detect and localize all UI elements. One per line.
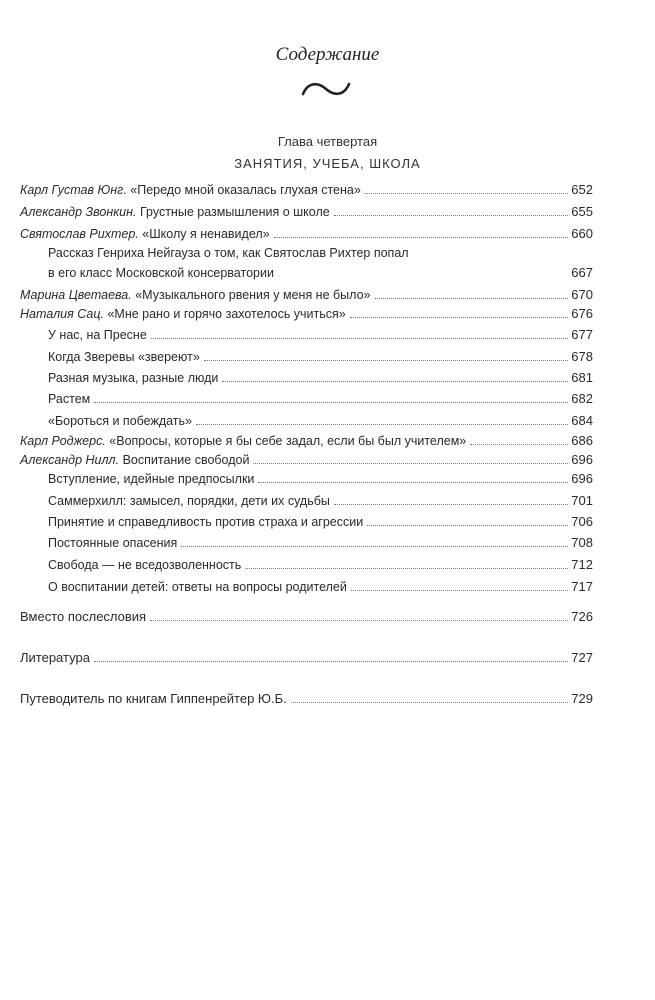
toc-entry[interactable] <box>48 371 593 385</box>
toc-entry-author: Карл Густав Юнг. <box>20 183 127 197</box>
toc-entry[interactable] <box>20 288 593 302</box>
toc-entry-page: 729 <box>571 691 593 706</box>
toc-entry-page: 717 <box>571 579 593 594</box>
toc-entry-page: 652 <box>571 182 593 197</box>
toc-entry[interactable] <box>48 580 593 594</box>
toc-entry[interactable] <box>48 515 593 529</box>
dot-leader <box>367 525 568 526</box>
dot-leader <box>204 360 569 361</box>
toc-entry[interactable] <box>20 434 593 448</box>
toc-entry-author: Наталия Сац. <box>20 307 104 321</box>
dot-leader <box>470 444 568 445</box>
toc-entry[interactable] <box>48 536 593 550</box>
toc-entry[interactable] <box>20 453 593 467</box>
dot-leader <box>150 620 568 621</box>
toc-entry[interactable] <box>48 392 593 406</box>
toc-entry[interactable] <box>20 307 593 321</box>
toc-entry-page: 682 <box>571 391 593 406</box>
toc-entry-page: 727 <box>571 650 593 665</box>
toc-entry-title: Вместо послесловия <box>20 609 147 624</box>
dot-leader <box>291 702 568 703</box>
toc-entry-page: 655 <box>571 204 593 219</box>
toc-entry-text <box>20 307 346 321</box>
toc-entry-title: Грустные размышления о школе <box>139 205 330 219</box>
toc-entry-title: «Школу я ненавидел» <box>142 227 270 241</box>
toc-entry-title: У нас, на Пресне <box>48 328 147 342</box>
toc-entry-title: Воспитание свободой <box>122 453 250 467</box>
toc-entry-page: 686 <box>571 433 593 448</box>
toc-entry-page: 696 <box>571 471 593 486</box>
toc-entry-author: Марина Цветаева. <box>20 288 132 302</box>
toc-entry[interactable] <box>48 414 593 428</box>
dot-leader <box>245 568 568 569</box>
toc-entry-page: 681 <box>571 370 593 385</box>
toc-entry-page: 701 <box>571 493 593 508</box>
tilde-swash-ornament-icon <box>300 78 352 100</box>
toc-back-matter-entry[interactable] <box>20 651 593 665</box>
dot-leader <box>334 504 568 505</box>
toc-entry-author: Карл Роджерс. <box>20 434 106 448</box>
toc-entry-author: Святослав Рихтер. <box>20 227 139 241</box>
dot-leader <box>253 463 568 464</box>
toc-entry-title: «Передо мной оказалась глухая стена» <box>130 183 361 197</box>
toc-entry[interactable] <box>48 350 593 364</box>
toc-entry-page: 712 <box>571 557 593 572</box>
toc-entry-title: Постоянные опасения <box>48 536 178 550</box>
toc-entry[interactable] <box>48 558 593 572</box>
toc-entry-page: 660 <box>571 226 593 241</box>
toc-entry-title: «Бороться и побеждать» <box>48 414 192 428</box>
toc-entry-author: Александр Нилл. <box>20 453 120 467</box>
toc-entry[interactable] <box>48 494 593 508</box>
dot-leader <box>351 590 568 591</box>
toc-entry-title: Свобода — не вседозволенность <box>48 558 242 572</box>
toc-entry-text <box>20 183 361 197</box>
toc-entry-title-continued: в его класс Московской консерватории <box>48 266 274 280</box>
toc-entry-text <box>20 227 270 241</box>
toc-entry-title: Растем <box>48 392 91 406</box>
toc-entry-title: Когда Зверевы «звереют» <box>48 350 200 364</box>
toc-entry-page: 667 <box>571 265 593 280</box>
dot-leader <box>274 237 569 238</box>
dot-leader <box>94 661 568 662</box>
toc-entry[interactable] <box>20 205 593 219</box>
toc-entry-text <box>20 205 330 219</box>
dot-leader <box>151 338 569 339</box>
toc-entry[interactable] <box>48 472 593 486</box>
toc-entry-title: Разная музыка, разные люди <box>48 371 219 385</box>
dot-leader <box>365 193 568 194</box>
toc-entry-title: «Вопросы, которые я бы себе задал, если бы был учителем» <box>109 434 467 448</box>
toc-back-matter-entry[interactable] <box>20 692 593 706</box>
toc-entry-text <box>20 453 249 467</box>
dot-leader <box>94 402 568 403</box>
toc-entry-text <box>48 246 409 280</box>
dot-leader <box>258 482 568 483</box>
toc-entry-title: О воспитании детей: ответы на вопросы родителей <box>48 580 347 594</box>
toc-entry-text <box>20 288 371 302</box>
dot-leader <box>222 381 568 382</box>
toc-back-matter-entry[interactable] <box>20 610 593 624</box>
toc-entry[interactable] <box>20 183 593 197</box>
chapter-label: Глава четвертая <box>277 134 378 149</box>
toc-entry-title: «Мне рано и горячо захотелось учиться» <box>107 307 346 321</box>
toc-entry[interactable] <box>48 246 593 280</box>
dot-leader <box>375 298 569 299</box>
toc-entry-page: 708 <box>571 535 593 550</box>
page-title: Содержание <box>275 44 380 65</box>
dot-leader <box>350 317 569 318</box>
toc-entry-title: Вступление, идейные предпосылки <box>48 472 255 486</box>
toc-entry-page: 726 <box>571 609 593 624</box>
toc-entry-title: «Музыкального рвения у меня не было» <box>135 288 371 302</box>
toc-entry-author: Александр Звонкин. <box>20 205 137 219</box>
toc-entry-page: 706 <box>571 514 593 529</box>
dot-leader <box>334 215 569 216</box>
toc-entry-page: 684 <box>571 413 593 428</box>
toc-entry-page: 677 <box>571 327 593 342</box>
toc-entry-title: Саммерхилл: замысел, порядки, дети их судьбы <box>48 494 330 508</box>
toc-entry-title: Путеводитель по книгам Гиппенрейтер Ю.Б. <box>20 691 287 706</box>
toc-entry-page: 696 <box>571 452 593 467</box>
toc-entry-title: Литература <box>20 650 90 665</box>
toc-entry[interactable] <box>48 328 593 342</box>
chapter-title: ЗАНЯТИЯ, УЧЕБА, ШКОЛА <box>234 156 421 171</box>
toc-entry-title: Принятие и справедливость против страха и агрессии <box>48 515 364 529</box>
toc-entry[interactable] <box>20 227 593 241</box>
toc-entry-page: 678 <box>571 349 593 364</box>
dot-leader <box>196 424 568 425</box>
toc-entry-page: 676 <box>571 306 593 321</box>
toc-entry-text <box>20 434 466 448</box>
dot-leader <box>181 546 568 547</box>
toc-entry-page: 670 <box>571 287 593 302</box>
toc-entry-title: Рассказ Генриха Нейгауза о том, как Святослав Рихтер попал <box>48 246 409 260</box>
